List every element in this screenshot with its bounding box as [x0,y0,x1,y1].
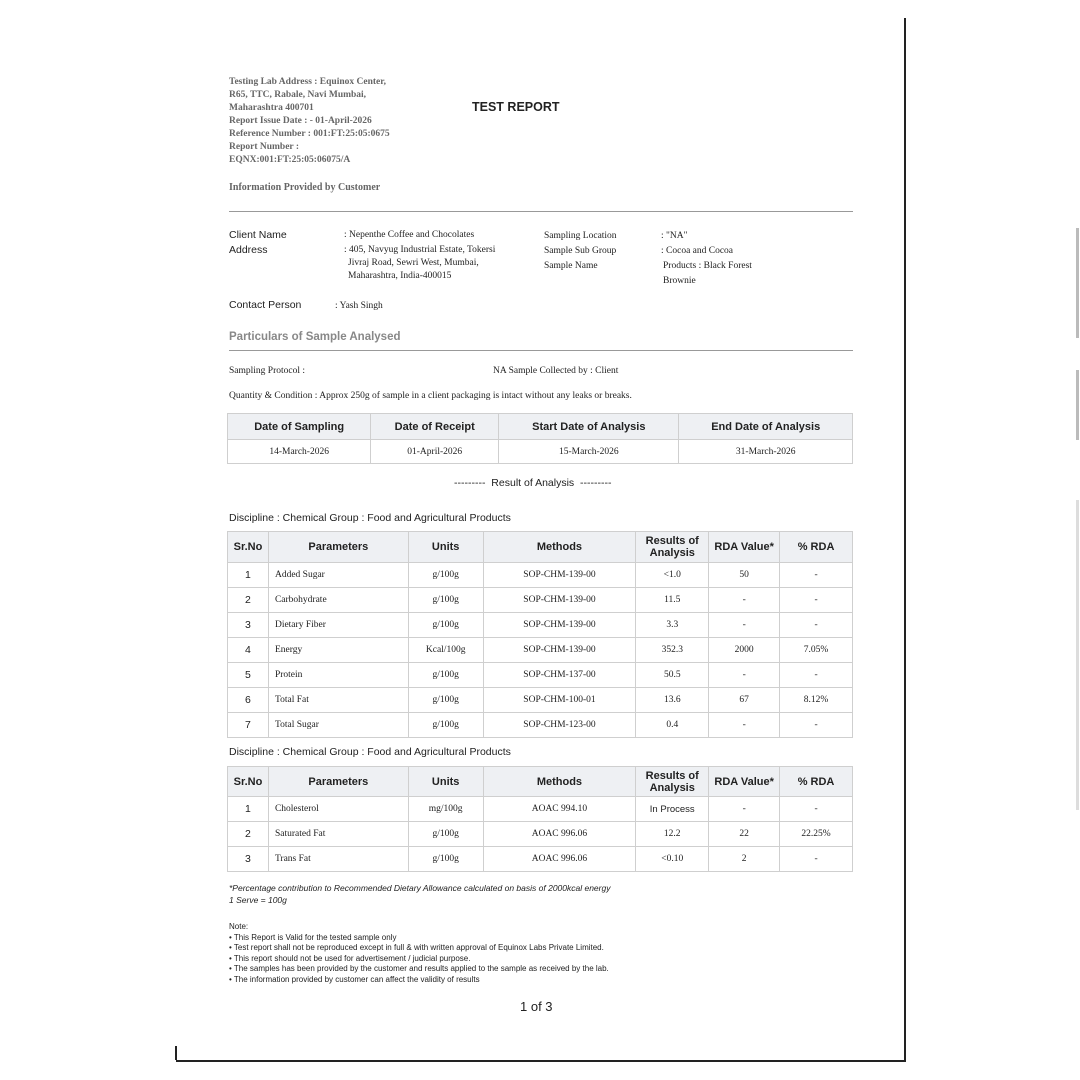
contact-person-value: : Yash Singh [335,301,383,311]
table-row [228,663,853,688]
rda-percent-cell: - [780,847,853,872]
dates-header-cell: Date of Receipt [371,414,499,440]
unit-cell: g/100g [408,613,483,638]
sr-cell: 1 [228,563,269,588]
sr-cell: 4 [228,638,269,663]
rda-percent-cell: 22.25% [780,822,853,847]
sample-name-label: Sample Name [544,261,598,271]
results-header-cell: Sr.No [228,532,269,563]
unit-cell: g/100g [408,822,483,847]
results-table-1 [227,531,853,738]
rda-value-cell: 67 [709,688,780,713]
result-cell: 11.5 [636,588,709,613]
divider [229,350,853,351]
client-name-value: : Nepenthe Coffee and Chocolates [344,230,475,240]
note-item: • Test report shall not be reproduced except in full & with written approval of Equinox Labs Private Limited. [229,943,604,952]
results-header-cell: Units [408,532,483,563]
rda-value-cell: 50 [709,563,780,588]
sr-cell: 7 [228,713,269,738]
parameter-cell: Carbohydrate [268,588,408,613]
result-cell: In Process [636,797,709,822]
note-item: • This report should not be used for advertisement / judicial purpose. [229,953,471,963]
report-number: EQNX:001:FT:25:05:06075/A [229,155,351,165]
unit-cell: Kcal/100g [408,638,483,663]
discipline-label: Discipline : Chemical Group : Food and Agricultural Products [229,746,511,758]
sr-cell: 3 [228,847,269,872]
results-header-cell: Parameters [268,532,408,563]
unit-cell: g/100g [408,663,483,688]
sample-name-value: Brownie [663,276,696,286]
method-cell: SOP-CHM-139-00 [483,613,636,638]
parameter-cell: Protein [268,663,408,688]
unit-cell: g/100g [408,588,483,613]
method-cell: AOAC 994.10 [483,797,636,822]
sampling-location-label: Sampling Location [544,231,617,241]
rda-value-cell: - [709,613,780,638]
address-line: Jivraj Road, Sewri West, Mumbai, [348,258,479,268]
unit-cell: g/100g [408,688,483,713]
dates-value-cell: 31-March-2026 [679,440,853,464]
rda-value-cell: - [709,797,780,822]
rda-footnote: *Percentage contribution to Recommended Dietary Allowance calculated on basis of 2000kcal energy [229,883,611,893]
page-number: 1 of 3 [520,999,553,1014]
sr-cell: 2 [228,588,269,613]
lab-address-line: R65, TTC, Rabale, Navi Mumbai, [229,90,367,100]
unit-cell: g/100g [408,563,483,588]
parameter-cell: Total Fat [268,688,408,713]
table-row [228,613,853,638]
result-of-analysis-heading: --------- Result of Analysis --------- [454,477,612,489]
dates-value-cell: 01-April-2026 [371,440,499,464]
method-cell: SOP-CHM-137-00 [483,663,636,688]
table-row [228,588,853,613]
method-cell: SOP-CHM-100-01 [483,688,636,713]
adjacent-page-edge [1076,500,1079,810]
rda-percent-cell: - [780,797,853,822]
dates-value-cell: 14-March-2026 [228,440,371,464]
dates-value-cell: 15-March-2026 [499,440,679,464]
report-title: TEST REPORT [472,100,560,114]
unit-cell: g/100g [408,847,483,872]
address-line: Maharashtra, India-400015 [348,271,452,281]
sample-sub-group-label: Sample Sub Group [544,246,617,256]
table-row [228,822,853,847]
note-item: • The information provided by customer can affect the validity of results [229,974,480,984]
sr-cell: 6 [228,688,269,713]
results-header-cell: Results of Analysis [636,532,709,563]
notes-title: Note: [229,922,249,931]
results-table-2 [227,766,853,872]
method-cell: SOP-CHM-123-00 [483,713,636,738]
report-page [176,18,906,1062]
parameter-cell: Energy [268,638,408,663]
result-cell: 3.3 [636,613,709,638]
sampling-protocol: Sampling Protocol : [229,366,305,376]
result-cell: 0.4 [636,713,709,738]
footnote [229,882,610,906]
results-header-cell: % RDA [780,767,853,797]
result-cell: 50.5 [636,663,709,688]
sample-name-value: Products : Black Forest [663,261,752,271]
lab-address-line: Testing Lab Address : Equinox Center, [229,77,386,87]
rda-value-cell: - [709,588,780,613]
page-edge [175,1046,177,1060]
report-number-label: Report Number : [229,142,300,152]
results-header-cell: Sr.No [228,767,269,797]
sr-cell: 1 [228,797,269,822]
rda-percent-cell: - [780,563,853,588]
method-cell: SOP-CHM-139-00 [483,588,636,613]
rda-value-cell: 2 [709,847,780,872]
rda-value-cell: 2000 [709,638,780,663]
parameter-cell: Trans Fat [268,847,408,872]
dates-header-cell: Date of Sampling [228,414,371,440]
note-item: • The samples has been provided by the customer and results applied to the sample as received by the lab. [229,964,609,973]
quantity-condition: Quantity & Condition : Approx 250g of sample in a client packaging is intact without any leaks or breaks. [229,391,632,401]
sr-cell: 5 [228,663,269,688]
adjacent-page-edge [1076,228,1079,338]
rda-percent-cell: - [780,713,853,738]
results-header-cell: Results of Analysis [636,767,709,797]
lab-address-line: Maharashtra 400701 [229,103,314,113]
dates-header-cell: End Date of Analysis [679,414,853,440]
result-cell: <0.10 [636,847,709,872]
parameter-cell: Total Sugar [268,713,408,738]
sr-cell: 3 [228,613,269,638]
method-cell: SOP-CHM-139-00 [483,563,636,588]
sampling-location-value: : "NA" [661,231,688,241]
results-header-cell: Methods [483,532,636,563]
report-issue-date: Report Issue Date : - 01-April-2026 [229,116,372,126]
table-row [228,797,853,822]
rda-value-cell: - [709,663,780,688]
rda-value-cell: 22 [709,822,780,847]
particulars-heading: Particulars of Sample Analysed [229,331,401,343]
dates-header-cell: Start Date of Analysis [499,414,679,440]
result-cell: 352.3 [636,638,709,663]
results-header-cell: % RDA [780,532,853,563]
rda-percent-cell: - [780,613,853,638]
results-header-cell: Parameters [268,767,408,797]
sr-cell: 2 [228,822,269,847]
table-row [228,847,853,872]
adjacent-page-edge [1076,370,1079,440]
client-name-label: Client Name [229,229,287,241]
method-cell: SOP-CHM-139-00 [483,638,636,663]
method-cell: AOAC 996.06 [483,822,636,847]
results-header-cell: RDA Value* [709,532,780,563]
rda-percent-cell: 7.05% [780,638,853,663]
address-label: Address [229,244,268,256]
method-cell: AOAC 996.06 [483,847,636,872]
reference-number: Reference Number : 001:FT:25:05:0675 [229,129,390,139]
table-row [228,713,853,738]
info-provided-heading: Information Provided by Customer [229,182,381,193]
result-cell: 12.2 [636,822,709,847]
table-row [228,563,853,588]
table-row [228,688,853,713]
discipline-label: Discipline : Chemical Group : Food and Agricultural Products [229,512,511,524]
rda-value-cell: - [709,713,780,738]
contact-person-label: Contact Person [229,299,302,311]
table-row [228,638,853,663]
note-item: • This Report is Valid for the tested sample only [229,932,397,942]
address-line: : 405, Navyug Industrial Estate, Tokersi [344,245,496,255]
parameter-cell: Cholesterol [268,797,408,822]
rda-percent-cell: - [780,588,853,613]
serve-footnote: 1 Serve = 100g [229,895,287,905]
result-cell: <1.0 [636,563,709,588]
parameter-cell: Dietary Fiber [268,613,408,638]
results-header-cell: Methods [483,767,636,797]
rda-percent-cell: - [780,663,853,688]
dates-table [227,413,853,464]
parameter-cell: Added Sugar [268,563,408,588]
result-cell: 13.6 [636,688,709,713]
notes-block [229,922,609,985]
parameter-cell: Saturated Fat [268,822,408,847]
lab-info-block [229,76,439,167]
sample-collected-by: NA Sample Collected by : Client [493,366,619,376]
results-header-cell: RDA Value* [709,767,780,797]
rda-percent-cell: 8.12% [780,688,853,713]
results-header-cell: Units [408,767,483,797]
unit-cell: mg/100g [408,797,483,822]
unit-cell: g/100g [408,713,483,738]
sample-sub-group-value: : Cocoa and Cocoa [661,246,734,256]
divider [229,211,853,212]
